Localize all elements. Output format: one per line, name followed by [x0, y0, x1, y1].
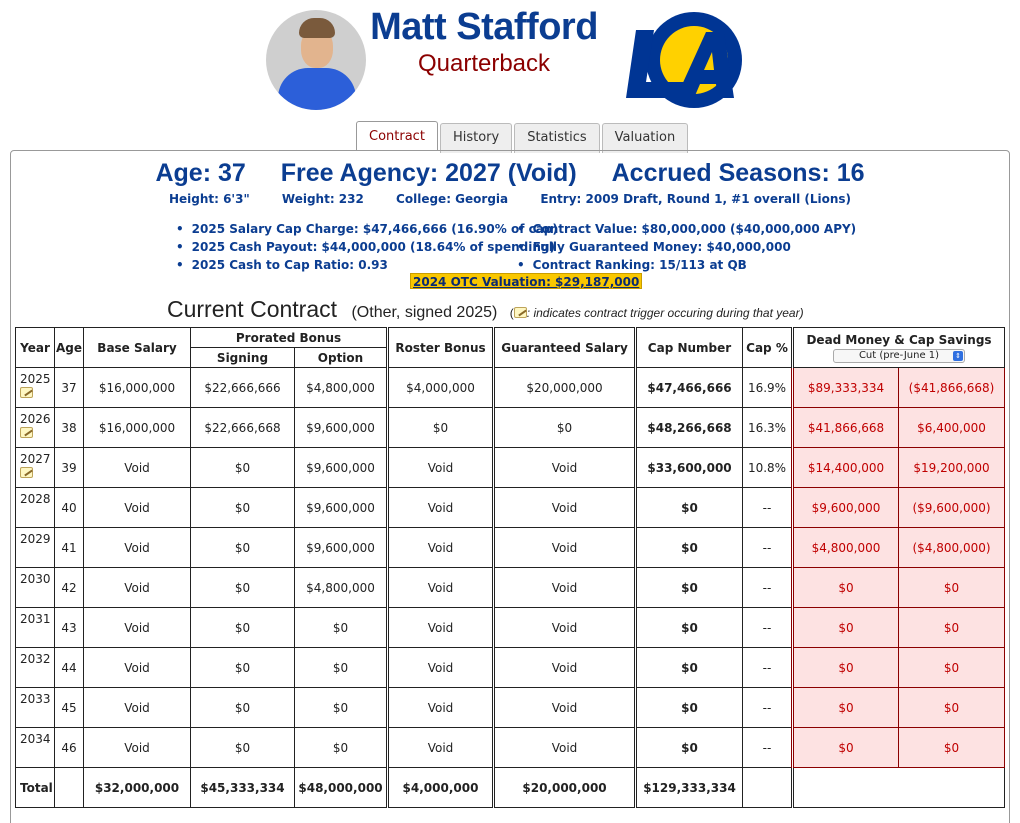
cell-age: 37: [55, 368, 84, 408]
cell-cap: $0: [636, 648, 743, 688]
cell-option: $0: [295, 648, 388, 688]
cut-type-select[interactable]: Cut (pre-June 1) ⇕: [833, 349, 965, 363]
cell-cap: $0: [636, 608, 743, 648]
table-row: [16, 448, 1005, 488]
cell-option: $0: [295, 688, 388, 728]
total-empty: [743, 768, 793, 808]
total-option: $48,000,000: [295, 768, 388, 808]
accrued-seasons-stat: Accrued Seasons: 16: [611, 159, 865, 187]
cell-year: 2030: [16, 568, 55, 608]
cell-savings: $0: [899, 688, 1005, 728]
cell-base: Void: [84, 688, 191, 728]
cell-guaranteed: Void: [494, 488, 636, 528]
table-row: [16, 608, 1005, 648]
cell-roster: Void: [388, 728, 494, 768]
cell-roster: Void: [388, 648, 494, 688]
cell-guaranteed: Void: [494, 608, 636, 648]
cell-guaranteed: Void: [494, 728, 636, 768]
cell-cap: $33,600,000: [636, 448, 743, 488]
cell-pct: --: [743, 728, 793, 768]
cell-dead: $0: [793, 728, 899, 768]
cell-pct: --: [743, 528, 793, 568]
total-cap: $129,333,334: [636, 768, 743, 808]
bullet-cash-cap-ratio: • 2025 Cash to Cap Ratio: 0.93: [176, 256, 558, 274]
cell-year: 2028: [16, 488, 55, 528]
cell-dead: $41,866,668: [793, 408, 899, 448]
cell-savings: $19,200,000: [899, 448, 1005, 488]
player-position: Quarterback: [417, 50, 551, 77]
col-age: Age: [55, 328, 84, 368]
cell-age: 39: [55, 448, 84, 488]
cell-pct: --: [743, 648, 793, 688]
cell-roster: Void: [388, 488, 494, 528]
cell-base: Void: [84, 608, 191, 648]
cell-base: Void: [84, 488, 191, 528]
cell-pct: 16.9%: [743, 368, 793, 408]
cell-option: $9,600,000: [295, 448, 388, 488]
cell-signing: $0: [191, 448, 295, 488]
bullet-cash-payout: • 2025 Cash Payout: $44,000,000 (18.64% of spending): [176, 238, 558, 256]
col-roster-bonus: Roster Bonus: [388, 328, 494, 368]
cell-base: Void: [84, 728, 191, 768]
total-dead-empty: [793, 768, 1005, 808]
col-dead-money: Dead Money & Cap Savings Cut (pre-June 1) ⇕: [793, 328, 1005, 368]
cell-cap: $0: [636, 488, 743, 528]
cell-roster: Void: [388, 688, 494, 728]
cell-cap: $0: [636, 728, 743, 768]
height-stat: Height: 6'3": [168, 192, 250, 206]
tab-history[interactable]: History: [440, 123, 512, 153]
cell-savings: $0: [899, 728, 1005, 768]
cell-dead: $0: [793, 688, 899, 728]
cell-option: $4,800,000: [295, 368, 388, 408]
cell-roster: Void: [388, 448, 494, 488]
cell-year: 2032: [16, 648, 55, 688]
cell-savings: $0: [899, 648, 1005, 688]
trigger-pencil-icon: [514, 307, 527, 318]
table-row: [16, 648, 1005, 688]
total-signing: $45,333,334: [191, 768, 295, 808]
trigger-pencil-icon[interactable]: [20, 387, 33, 398]
cell-year: 2031: [16, 608, 55, 648]
cell-signing: $0: [191, 608, 295, 648]
cell-savings: ($9,600,000): [899, 488, 1005, 528]
total-guaranteed: $20,000,000: [494, 768, 636, 808]
col-cap-pct: Cap %: [743, 328, 793, 368]
rams-logo-icon: [606, 10, 752, 110]
trigger-pencil-icon[interactable]: [20, 427, 33, 438]
cell-roster: Void: [388, 608, 494, 648]
total-empty: [55, 768, 84, 808]
col-signing: Signing: [191, 348, 295, 368]
cell-age: 41: [55, 528, 84, 568]
cell-savings: $0: [899, 608, 1005, 648]
entry-stat: Entry: 2009 Draft, Round 1, #1 overall (Lions): [540, 192, 852, 206]
trigger-note: ( : indicates contract trigger occuring during that year): [509, 306, 804, 320]
trigger-pencil-icon[interactable]: [20, 467, 33, 478]
cell-savings: ($4,800,000): [899, 528, 1005, 568]
table-row: [16, 488, 1005, 528]
cell-age: 42: [55, 568, 84, 608]
col-cap-number: Cap Number: [636, 328, 743, 368]
cell-dead: $9,600,000: [793, 488, 899, 528]
total-base: $32,000,000: [84, 768, 191, 808]
cell-dead: $4,800,000: [793, 528, 899, 568]
cell-option: $4,800,000: [295, 568, 388, 608]
cell-option: $9,600,000: [295, 528, 388, 568]
cell-signing: $0: [191, 488, 295, 528]
chevron-down-icon: ⇕: [953, 351, 963, 361]
col-base-salary: Base Salary: [84, 328, 191, 368]
player-headshot: [266, 10, 366, 110]
cell-dead: $89,333,334: [793, 368, 899, 408]
cell-pct: 16.3%: [743, 408, 793, 448]
cell-signing: $0: [191, 648, 295, 688]
cell-signing: $0: [191, 688, 295, 728]
cell-age: 46: [55, 728, 84, 768]
cell-cap: $0: [636, 688, 743, 728]
cell-age: 44: [55, 648, 84, 688]
cell-base: Void: [84, 448, 191, 488]
cell-dead: $0: [793, 568, 899, 608]
cell-year: 2025: [16, 368, 55, 408]
total-label: Total: [16, 768, 55, 808]
contract-table: [15, 327, 1005, 808]
tab-valuation[interactable]: Valuation: [602, 123, 689, 153]
free-agency-stat: Free Agency: 2027 (Void): [280, 159, 577, 187]
table-row: [16, 408, 1005, 448]
cell-roster: Void: [388, 528, 494, 568]
cell-age: 40: [55, 488, 84, 528]
total-roster: $4,000,000: [388, 768, 494, 808]
cell-cap: $0: [636, 568, 743, 608]
cell-guaranteed: Void: [494, 648, 636, 688]
cell-signing: $22,666,666: [191, 368, 295, 408]
table-row: [16, 528, 1005, 568]
cell-option: $0: [295, 728, 388, 768]
cell-cap: $0: [636, 528, 743, 568]
table-row: [16, 568, 1005, 608]
cell-option: $0: [295, 608, 388, 648]
cell-dead: $0: [793, 608, 899, 648]
cell-pct: --: [743, 608, 793, 648]
cell-base: $16,000,000: [84, 368, 191, 408]
cell-signing: $0: [191, 728, 295, 768]
cell-pct: --: [743, 688, 793, 728]
age-stat: Age: 37: [155, 159, 246, 187]
cell-guaranteed: Void: [494, 568, 636, 608]
cell-roster: $0: [388, 408, 494, 448]
col-guaranteed-salary: Guaranteed Salary: [494, 328, 636, 368]
cell-option: $9,600,000: [295, 408, 388, 448]
cell-guaranteed: Void: [494, 448, 636, 488]
col-year: Year: [16, 328, 55, 368]
cell-year: 2026: [16, 408, 55, 448]
summary-line: [0, 159, 1020, 188]
cell-pct: --: [743, 488, 793, 528]
cell-base: Void: [84, 648, 191, 688]
cell-cap: $48,266,668: [636, 408, 743, 448]
bullet-cap-charge: • 2025 Salary Cap Charge: $47,466,666 (16.90% of cap): [176, 220, 558, 238]
cell-year: 2029: [16, 528, 55, 568]
table-row: [16, 368, 1005, 408]
contract-title: [167, 296, 804, 323]
tab-contract[interactable]: Contract: [356, 121, 438, 151]
cell-guaranteed: $0: [494, 408, 636, 448]
cell-age: 38: [55, 408, 84, 448]
bullet-guaranteed-money: • Fully Guaranteed Money: $40,000,000: [517, 238, 856, 256]
col-prorated-bonus: Prorated Bonus: [191, 328, 388, 348]
cell-base: Void: [84, 568, 191, 608]
cell-guaranteed: Void: [494, 688, 636, 728]
cell-roster: Void: [388, 568, 494, 608]
contract-bullets: [517, 220, 856, 274]
cell-base: Void: [84, 528, 191, 568]
cell-pct: 10.8%: [743, 448, 793, 488]
player-header: [0, 0, 1020, 120]
college-stat: College: Georgia: [396, 192, 509, 206]
cell-year: 2027: [16, 448, 55, 488]
cell-savings: ($41,866,668): [899, 368, 1005, 408]
cell-base: $16,000,000: [84, 408, 191, 448]
cell-year: 2033: [16, 688, 55, 728]
cell-savings: $0: [899, 568, 1005, 608]
table-row: [16, 688, 1005, 728]
cell-guaranteed: $20,000,000: [494, 368, 636, 408]
bullet-contract-value: • Contract Value: $80,000,000 ($40,000,000 APY): [517, 220, 856, 238]
cell-signing: $0: [191, 568, 295, 608]
table-row: [16, 728, 1005, 768]
cell-dead: $0: [793, 648, 899, 688]
cell-cap: $47,466,666: [636, 368, 743, 408]
tab-statistics[interactable]: Statistics: [514, 123, 599, 153]
player-name: Matt Stafford: [370, 6, 598, 48]
cell-roster: $4,000,000: [388, 368, 494, 408]
tab-bar: [356, 121, 688, 151]
cap-bullets: [176, 220, 558, 274]
cell-option: $9,600,000: [295, 488, 388, 528]
contract-subtitle: (Other, signed 2025): [351, 304, 498, 321]
cell-signing: $22,666,668: [191, 408, 295, 448]
cell-pct: --: [743, 568, 793, 608]
total-row: [16, 768, 1005, 808]
cell-signing: $0: [191, 528, 295, 568]
cell-dead: $14,400,000: [793, 448, 899, 488]
cell-age: 45: [55, 688, 84, 728]
weight-stat: Weight: 232: [281, 192, 364, 206]
bio-line: [0, 192, 1020, 206]
col-option: Option: [295, 348, 388, 368]
bullet-contract-ranking: • Contract Ranking: 15/113 at QB: [517, 256, 856, 274]
cell-age: 43: [55, 608, 84, 648]
otc-valuation-link[interactable]: 2024 OTC Valuation: $29,187,000: [410, 273, 642, 289]
cell-savings: $6,400,000: [899, 408, 1005, 448]
cell-year: 2034: [16, 728, 55, 768]
contract-heading: Current Contract: [167, 296, 338, 322]
cell-guaranteed: Void: [494, 528, 636, 568]
